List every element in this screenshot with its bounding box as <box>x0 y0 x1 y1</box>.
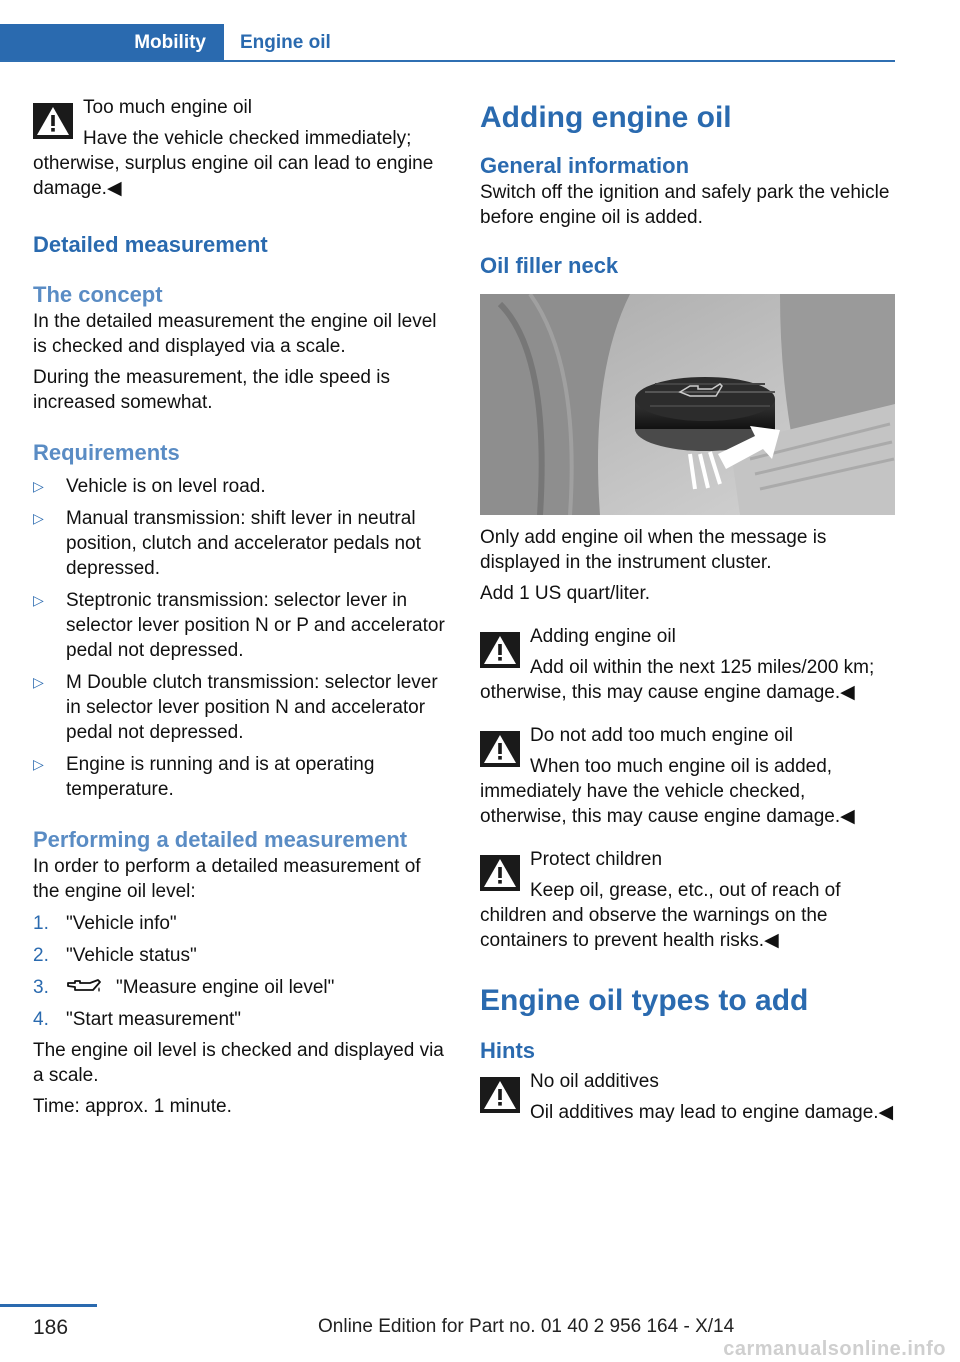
heading-engine-oil-types-to-add: Engine oil types to add <box>480 984 809 1017</box>
right-column <box>480 100 896 1125</box>
heading-hints: Hints <box>480 1038 535 1063</box>
warning-triangle-icon <box>480 731 520 767</box>
step-number: 3. <box>33 977 49 998</box>
section-tab-engine-oil[interactable]: Engine oil <box>240 32 331 53</box>
warning-triangle-icon <box>480 855 520 891</box>
left-column <box>33 95 445 1119</box>
warning-title: Adding engine oil <box>530 626 676 647</box>
paragraph: Time: approx. 1 minute. <box>33 1096 232 1117</box>
list-item: ▷ Steptronic transmission: selector lever in selector lever position N or P and accelerator pedal not depressed. <box>33 588 445 663</box>
oil-filler-neck-photo <box>480 294 895 515</box>
list-item: 4. "Start measurement" <box>33 1009 242 1030</box>
paragraph: Add 1 US quart/liter. <box>480 583 651 604</box>
paragraph: The engine oil level is checked and displayed via a scale. <box>33 1040 444 1086</box>
paragraph: Only add engine oil when the message is displayed in the instrument cluster. <box>480 527 827 573</box>
oil-filler-illustration <box>480 294 895 515</box>
warning-title: No oil additives <box>530 1071 659 1092</box>
warning-body: Oil additives may lead to engine damage.◀ <box>530 1102 894 1123</box>
warning-too-much-oil <box>33 95 445 201</box>
paragraph: Switch off the ignition and safely park the vehicle before engine oil is added. <box>480 182 890 228</box>
warning-body: Have the vehicle checked immediately; otherwise, surplus engine oil can lead to engine damage.◀ <box>33 128 434 199</box>
warning-triangle-icon <box>480 632 520 668</box>
list-item: ▷ Engine is running and is at operating temperature. <box>33 752 445 802</box>
heading-performing-detailed-measurement: Performing a detailed measurement <box>33 827 408 852</box>
warning-title: Do not add too much engine oil <box>530 725 794 746</box>
edition-note: Online Edition for Part no. 01 40 2 956 164 - X/14 <box>318 1316 735 1337</box>
heading-oil-filler-neck: Oil filler neck <box>480 253 619 278</box>
list-item: 2. "Vehicle status" <box>33 945 197 966</box>
warning-adding-engine-oil <box>480 624 896 705</box>
step-number: 4. <box>33 1009 49 1030</box>
warning-triangle-icon <box>480 1077 520 1113</box>
warning-body: Keep oil, grease, etc., out of reach of children and observe the warnings on the containers to prevent health risks.◀ <box>480 880 841 951</box>
steps-list <box>33 911 445 1032</box>
list-item: 1. "Vehicle info" <box>33 913 177 934</box>
watermark: carmanualsonline.info <box>723 1338 946 1360</box>
list-item: ▷ Vehicle is on level road. <box>33 474 445 499</box>
list-item: ▷ Manual transmission: shift lever in neutral position, clutch and accelerator pedals not depressed. <box>33 506 445 581</box>
heading-adding-engine-oil: Adding engine oil <box>480 101 732 134</box>
warning-triangle-icon <box>33 103 73 139</box>
paragraph: In order to perform a detailed measurement of the engine oil level: <box>33 856 421 902</box>
list-item: ▷ M Double clutch transmission: selector lever in selector lever position N and accelerator pedal not depressed. <box>33 670 445 745</box>
paragraph: In the detailed measurement the engine oil level is checked and displayed via a scale. <box>33 311 437 357</box>
footer-rule <box>0 1304 97 1307</box>
page-number: 186 <box>33 1316 69 1339</box>
warning-protect-children <box>480 847 896 953</box>
warning-body: Add oil within the next 125 miles/200 km; otherwise, this may cause engine damage.◀ <box>480 657 875 703</box>
warning-do-not-add-too-much <box>480 723 896 829</box>
heading-detailed-measurement: Detailed measurement <box>33 232 268 257</box>
paragraph: During the measurement, the idle speed is increased somewhat. <box>33 367 390 413</box>
warning-no-oil-additives <box>480 1069 896 1125</box>
warning-title: Protect children <box>530 849 663 870</box>
requirements-list <box>33 474 445 802</box>
warning-title: Too much engine oil <box>83 97 252 118</box>
step-number: 2. <box>33 945 49 966</box>
header-rule <box>0 60 895 62</box>
heading-general-information: General information <box>480 153 690 178</box>
heading-requirements: Requirements <box>33 440 180 465</box>
warning-body: When too much engine oil is added, immediately have the vehicle checked, otherwise, this may cause engine damage.◀ <box>480 756 855 827</box>
section-tab-mobility[interactable]: Mobility <box>0 24 224 62</box>
oil-can-icon <box>66 978 102 996</box>
heading-the-concept: The concept <box>33 282 163 307</box>
step-number: 1. <box>33 913 49 934</box>
list-item: 3. "Measure engine oil level" <box>33 977 335 998</box>
